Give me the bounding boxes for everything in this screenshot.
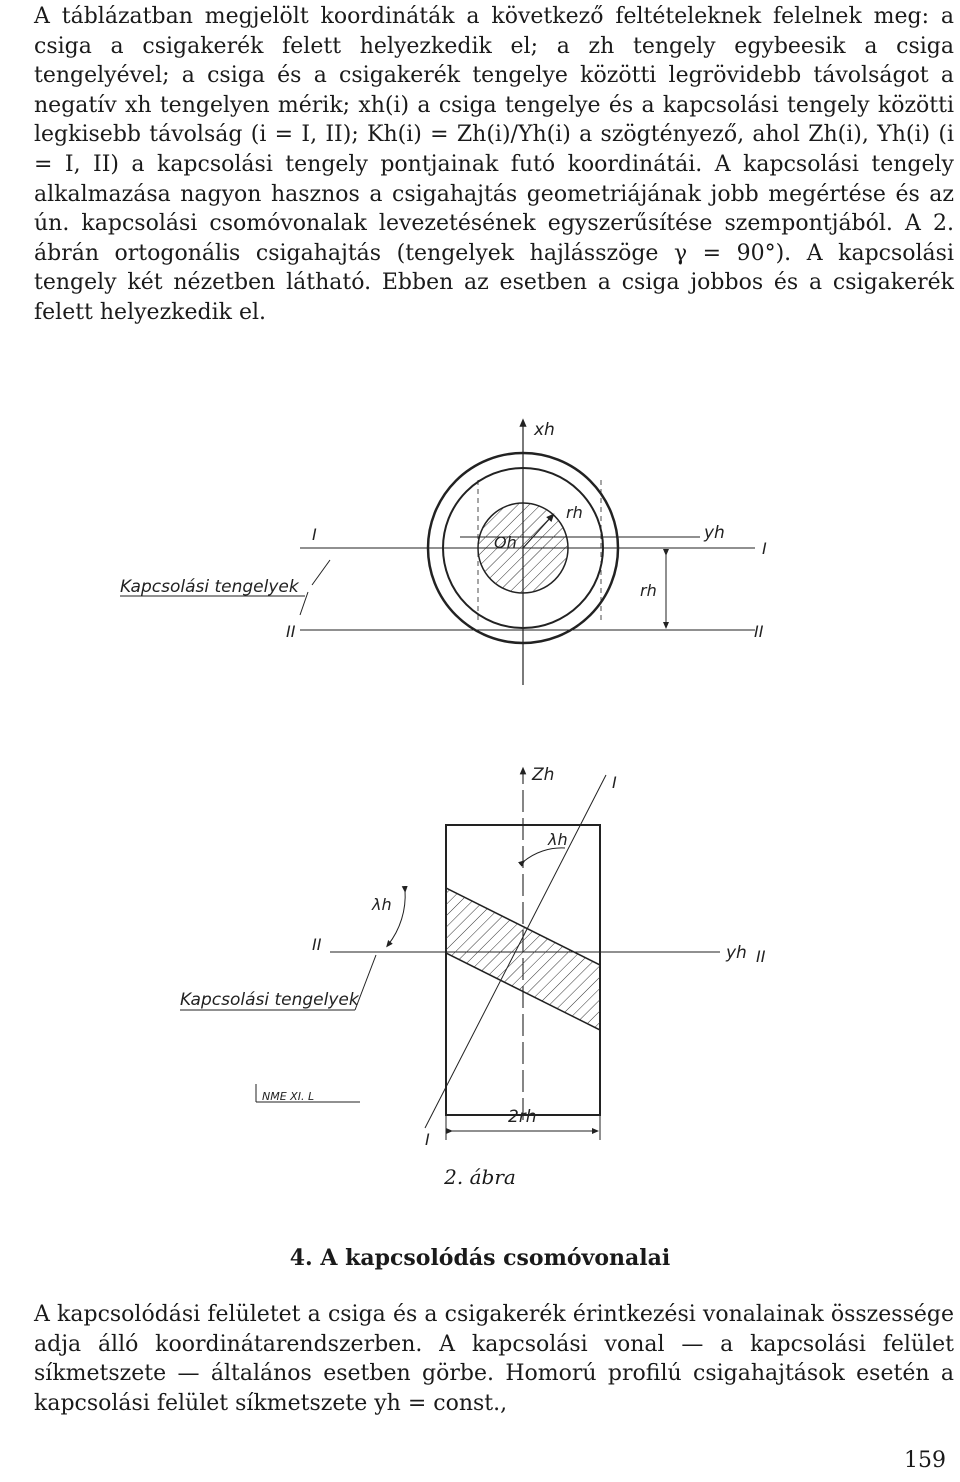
leader-II <box>300 592 308 615</box>
line-I-left-label: I <box>312 525 317 544</box>
line-I-right-label: I <box>762 539 767 558</box>
xh-label: xh <box>534 420 555 440</box>
side-II-left-label: II <box>312 935 322 954</box>
side-I-bottom-label: I <box>425 1130 430 1149</box>
page-number: 159 <box>904 1448 946 1473</box>
zh-label: Zh <box>532 765 555 785</box>
leader-I <box>312 560 330 585</box>
top-axes-label: Kapcsolási tengelyek <box>120 577 299 597</box>
width-label: 2rh <box>508 1107 537 1127</box>
line-II-left-label: II <box>286 622 296 641</box>
figure-2 <box>0 400 960 1164</box>
hatched-band <box>440 885 620 1040</box>
intro-paragraph: A táblázatban megjelölt koordináták a következő feltételeknek felelnek meg: a csiga a csigakerék felett helyezkedik el; a zh tengely egybeesik a csiga tengelyével; a csiga és a csigakerék tengelye közötti legrövidebb távolságot a negatív xh tengelyen mérik; xh(i) a csiga tengelye és a kapcsolási tengely közötti legkisebb távolság (i = I, II); Kh(i) = Zh(i)/Yh(i) a szögtényező, ahol Zh(i), Yh(i) (i = I, II) a kapcsolási tengely pontjainak futó koordinátái. A kapcsolási tengely alkalmazása nagyon hasznos a csigahajtás geometriájának jobb megértése és az ún. kapcsolási csomóvonalak levezetésének egyszerűsítése szempontjából. A 2. ábrán ortogonális csigahajtás (tengelyek hajlásszöge γ = 90°). A kapcsolási tengely két nézetben látható. Ebben az esetben a csiga jobbos és a csigakerék felett helyezkedik el. <box>34 4 954 325</box>
origin-label: Oh <box>494 533 517 552</box>
figure-caption: 2. ábra <box>444 1165 516 1189</box>
side-I-top-label: I <box>612 773 617 792</box>
side-leader <box>355 955 376 1010</box>
section-paragraph: A kapcsolódási felületet a csiga és a csigakerék érintkezési vonalainak összessége adja álló koordinátarendszerben. A kapcsolási vonal — a kapcsolási felület síkmetszete — általános esetben görbe. Homorú profilú csigahajtások esetén a kapcsolási felület síkmetszete yh = const., <box>34 1302 954 1416</box>
top-view <box>120 420 767 685</box>
lambda-top-label: λh <box>548 830 568 849</box>
line-II-right-label: II <box>754 622 764 641</box>
lambda-top-arc <box>523 848 565 862</box>
side-view <box>180 765 766 1149</box>
stamp-label: NME XI. L <box>262 1090 315 1103</box>
offset-label: rh <box>640 581 657 600</box>
side-II-right-label: II <box>756 947 766 966</box>
worm-gear-diagram <box>0 400 960 1160</box>
side-yh-label: yh <box>726 943 747 963</box>
radius-label: rh <box>566 503 583 522</box>
section-heading: 4. A kapcsolódás csomóvonalai <box>289 1245 671 1271</box>
side-axes-label: Kapcsolási tengelyek <box>180 990 359 1010</box>
lambda-left-label: λh <box>372 895 392 914</box>
yh-label: yh <box>704 523 725 543</box>
